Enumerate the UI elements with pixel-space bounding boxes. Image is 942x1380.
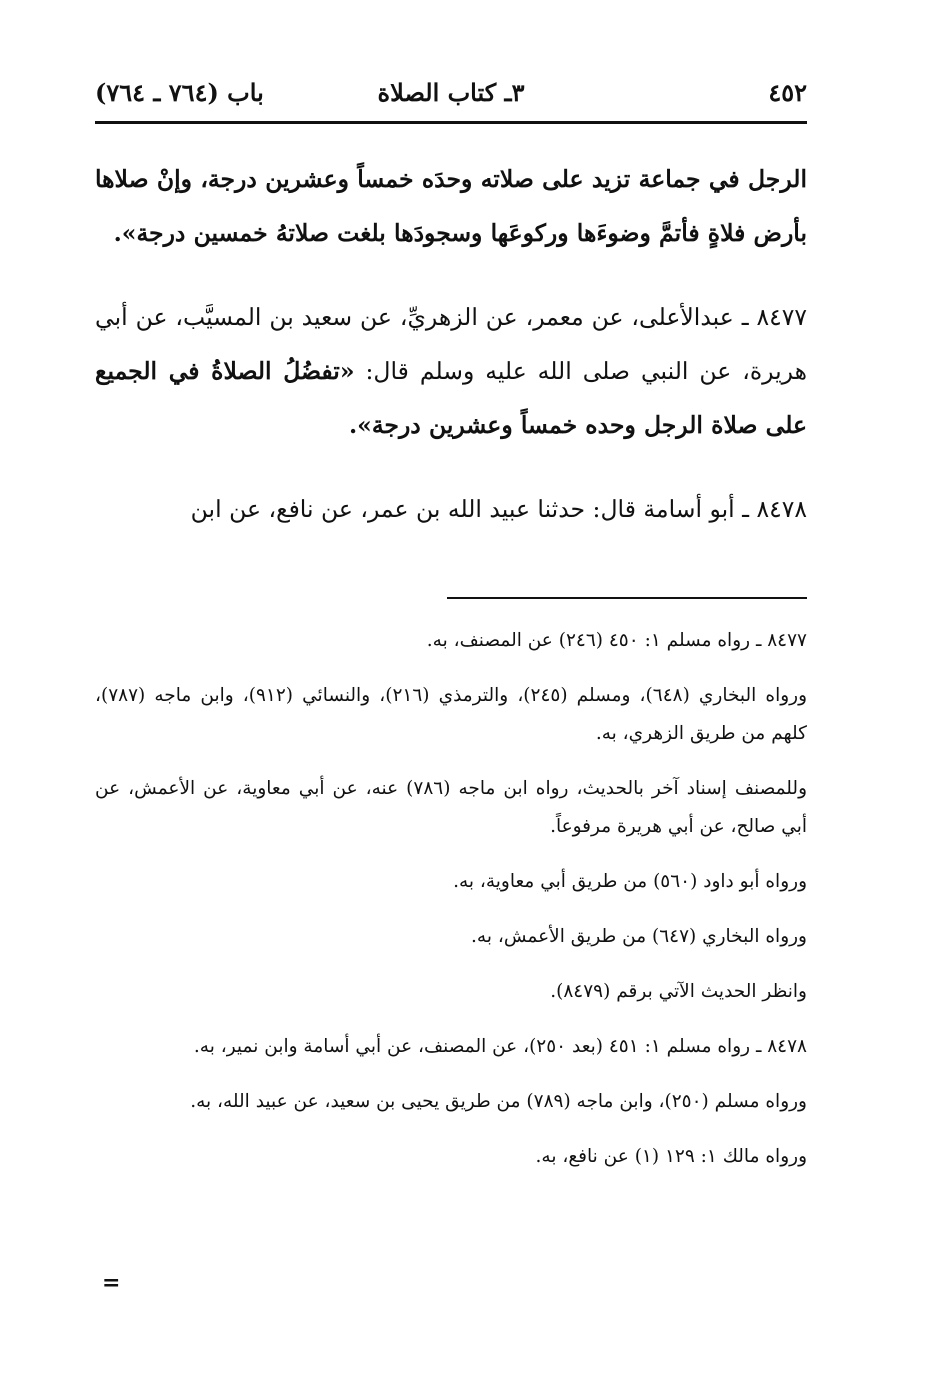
footnote: وللمصنف إسناد آخر بالحديث، رواه ابن ماجه (٧٨٦) عنه، عن أبي معاوية، عن الأعمش، عن أبي صالح، عن أبي هريرة مرفوعاً. xyxy=(95,778,807,837)
running-header xyxy=(95,74,807,118)
main-paragraph-2 xyxy=(95,290,807,452)
footnote: ورواه مسلم (٢٥٠)، وابن ماجه (٧٨٩) من طريق يحيى بن سعيد، عن عبيد الله، به. xyxy=(190,1091,807,1112)
header-divider xyxy=(95,121,807,124)
footnotes xyxy=(95,622,807,1193)
main-paragraph-1: الرجل في جماعة تزيد على صلاته وحدَه خمساً وعشرين درجة، وإنْ صلاها بأرض فلاةٍ فأتمَّ وضوءَها وركوعَها وسجودَها بلغت صلاتهُ خمسين درجة». xyxy=(95,165,807,247)
footnote: ٨٤٧٧ ـ رواه مسلم ١: ٤٥٠ (٢٤٦) عن المصنف، به. xyxy=(426,630,807,651)
footnote-divider xyxy=(447,597,807,599)
footnote: ورواه البخاري (٦٤٧) من طريق الأعمش، به. xyxy=(471,926,807,947)
footnote: ورواه أبو داود (٥٦٠) من طريق أبي معاوية، به. xyxy=(453,871,807,892)
hadith-8477-isnad: ٨٤٧٧ ـ عبدالأعلى، عن معمر، عن الزهريِّ، عن سعيد بن المسيَّب، عن أبي هريرة، عن النبي صلى الله عليه وسلم قال: xyxy=(95,303,807,385)
continuation-mark: = xyxy=(102,1270,121,1296)
chapter-range: باب (٧٦٤ ـ ٧٦٤) xyxy=(95,78,264,107)
footnote: ٨٤٧٨ ـ رواه مسلم ١: ٤٥١ (بعد ٢٥٠)، عن المصنف، عن أبي أسامة وابن نمير، به. xyxy=(193,1036,807,1057)
main-paragraph-3: ٨٤٧٨ ـ أبو أسامة قال: حدثنا عبيد الله بن عمر، عن نافع، عن ابن xyxy=(190,495,807,523)
footnote: ورواه مالك ١: ١٢٩ (١) عن نافع، به. xyxy=(535,1146,807,1167)
footnote: وانظر الحديث الآتي برقم (٨٤٧٩). xyxy=(550,981,807,1002)
book-title: ٣ـ كتاب الصلاة xyxy=(377,78,525,107)
main-text xyxy=(95,152,807,566)
footnote: ورواه البخاري (٦٤٨)، ومسلم (٢٤٥)، والترمذي (٢١٦)، والنسائي (٩١٢)، وابن ماجه (٧٨٧)، كلهم من طريق الزهري، به. xyxy=(95,685,808,744)
page-number: ٤٥٢ xyxy=(768,78,807,107)
hadith-8477-matn: «تفضُلُ الصلاةُ في الجميع على صلاة الرجل وحده خمساً وعشرين درجة». xyxy=(95,357,807,439)
